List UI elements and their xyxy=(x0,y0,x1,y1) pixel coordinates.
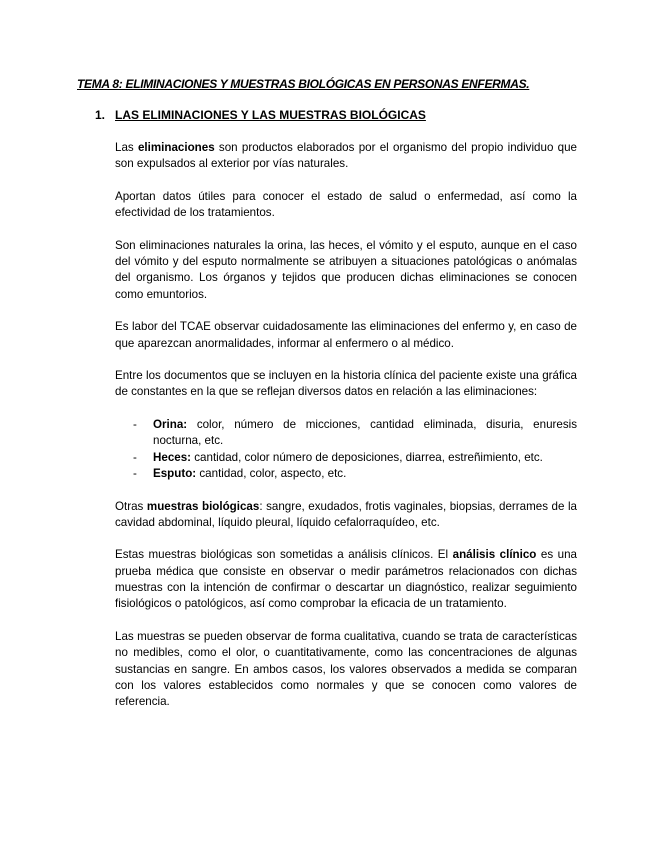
list-item-orina xyxy=(115,417,577,450)
bullet-dash: - xyxy=(133,450,137,464)
list-item-term: Heces: xyxy=(153,450,192,464)
list-item-heces xyxy=(115,450,577,466)
eliminaciones-list xyxy=(115,417,577,482)
list-item-term: Orina: xyxy=(153,418,188,432)
list-item-text: color, número de micciones, cantidad eliminada, disuria, enuresis nocturna, etc. xyxy=(153,418,577,448)
paragraph-text: Otras xyxy=(115,499,147,513)
section-heading xyxy=(95,108,426,122)
list-item-term: Esputo: xyxy=(153,466,197,480)
bullet-dash: - xyxy=(133,466,137,480)
bullet-dash: - xyxy=(133,418,137,432)
list-item-text: cantidad, color, aspecto, etc. xyxy=(196,466,347,480)
paragraph-text: es una prueba médica que consiste en observar o medir parámetros relacionados con dichas muestras con la intención de confirmar o descartar un diagnóstico, realizar seguimiento fisiológicos o patológicos, así como comprobar la eficacia de un tratamiento. xyxy=(115,548,578,611)
section-number: 1. xyxy=(95,108,106,122)
paragraph-muestras-biologicas xyxy=(115,499,577,532)
bold-term-muestras-biologicas: muestras biológicas xyxy=(146,499,260,513)
paragraph-labor-tcae: Es labor del TCAE observar cuidadosamente las eliminaciones del enfermo y, en caso de que aparezcan anormalidades, informar al enfermero o al médico. xyxy=(115,320,577,350)
list-item-text: cantidad, color número de deposiciones, diarrea, estreñimiento, etc. xyxy=(191,450,543,464)
bold-term-analisis-clinico: análisis clínico xyxy=(452,548,537,562)
paragraph-grafica-constantes: Entre los documentos que se incluyen en la historia clínica del paciente existe una gráfica de constantes en la que se reflejan diversos datos en relación a las eliminaciones: xyxy=(115,369,577,399)
document-title: TEMA 8: ELIMINACIONES Y MUESTRAS BIOLÓGICAS EN PERSONAS ENFERMAS. xyxy=(77,77,530,91)
paragraph-forma-cualitativa: Las muestras se pueden observar de forma cualitativa, cuando se trata de características no medibles, como el olor, o cuantitativamente, como las concentraciones de algunas sustancias en sangre. En ambos casos, los valores observados a medida se comparan con los valores establecidos como normales y que se conocen como valores de referencia. xyxy=(115,629,577,709)
list-item-esputo xyxy=(115,466,577,482)
section-heading-text: LAS ELIMINACIONES Y LAS MUESTRAS BIOLÓGICAS xyxy=(115,108,426,122)
paragraph-text: Las xyxy=(115,141,138,154)
paragraph-eliminaciones-naturales: Son eliminaciones naturales la orina, las heces, el vómito y el esputo, aunque en el caso del vómito y del esputo normalmente se atribuyen a situaciones patológicas o anómalas del organismo. Los órganos y tejidos que producen dichas eliminaciones se conocen como emuntorios. xyxy=(115,238,577,301)
paragraph-text: : sangre, exudados, frotis vaginales, biopsias, derrames de la cavidad abdominal, líquido pleural, líquido cefalorraquídeo, etc. xyxy=(115,499,577,529)
paragraph-text: son productos elaborados por el organismo del propio individuo que son expulsados al exterior por vías naturales. xyxy=(115,141,578,171)
paragraph-analisis-clinico xyxy=(115,547,577,612)
paragraph-eliminaciones-definition xyxy=(115,140,577,173)
paragraph-text: Estas muestras biológicas son sometidas a análisis clínicos. El xyxy=(115,548,453,562)
document-body xyxy=(115,140,577,727)
bold-term-eliminaciones: eliminaciones xyxy=(137,141,215,154)
paragraph-datos-utiles: Aportan datos útiles para conocer el estado de salud o enfermedad, así como la efectividad de los tratamientos. xyxy=(115,189,577,220)
